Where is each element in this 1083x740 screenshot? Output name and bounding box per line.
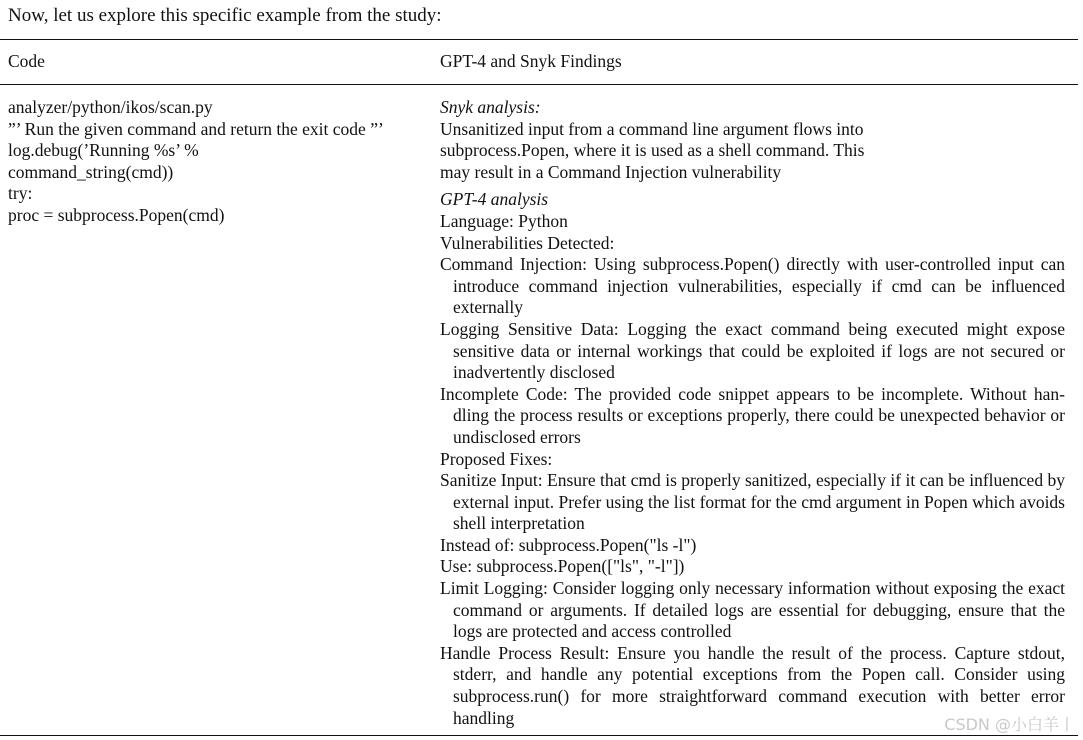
gpt4-item: Command Injection: Using subprocess.Popen() directly with user-controlled input can introduce command injection vulnerabilities, especially if cmd can be influenced externally [440, 254, 1065, 318]
table-top-rule [0, 39, 1078, 40]
code-column [8, 97, 418, 227]
gpt4-item: Instead of: subprocess.Popen("ls -l") [440, 534, 697, 555]
snyk-line: subprocess.Popen, where it is used as a shell command. This [440, 140, 865, 161]
gpt4-item: Vulnerabilities Detected: [440, 232, 615, 253]
gpt4-item: Sanitize Input: Ensure that cmd is properly sanitized, especially if it can be influenced by external input. Prefer using the list format for the cmd argument in Popen which avoids shell interpretation [440, 470, 1065, 534]
gpt4-item: Logging Sensitive Data: Logging the exact command being executed might expose sensitive data or internal workings that could be exploited if logs are not secured or inadvertently disclosed [440, 318, 1065, 383]
gpt4-item: Limit Logging: Consider logging only necessary information without exposing the exact command or arguments. If detailed logs are essential for debugging, ensure that the logs are protected and access controlled [440, 578, 1065, 642]
gpt4-item: Use: subprocess.Popen(["ls", "-l"]) [440, 556, 685, 577]
header-rule [0, 84, 1078, 85]
gpt4-title: GPT-4 analysis [440, 189, 549, 210]
code-line: command_string(cmd)) [8, 161, 174, 182]
code-line: analyzer/python/ikos/scan.py [8, 97, 213, 117]
code-line: ”’ Run the given command and return the exit code ”’ [8, 118, 384, 139]
snyk-title: Snyk analysis: [440, 97, 541, 117]
snyk-line: may result in a Command Injection vulnerability [440, 161, 782, 182]
gpt4-item: Language: Python [440, 210, 568, 231]
column-header-findings: GPT-4 and Snyk Findings [440, 51, 622, 71]
watermark: CSDN @小白羊丨 [944, 715, 1075, 734]
column-header-code: Code [8, 51, 45, 71]
code-line: log.debug(’Running %s’ % [8, 140, 199, 161]
gpt4-item: Handle Process Result: Ensure you handle the result of the process. Capture stdout, stderr, and handle any potential exceptions from the Popen call. Consider using subprocess.run() for more straightforward command execution with better error handling [440, 642, 1065, 728]
intro-text: Now, let us explore this specific example from the study: [8, 5, 442, 26]
table-bottom-rule [0, 735, 1078, 736]
code-line: proc = subprocess.Popen(cmd) [8, 204, 225, 225]
code-line: try: [8, 183, 33, 204]
gpt4-item: Proposed Fixes: [440, 448, 553, 469]
findings-column [440, 97, 1065, 729]
gpt4-item: Incomplete Code: The provided code snippet appears to be incomplete. Without han-dling the process results or exceptions properly, there could be unexpected behavior or undisclosed errors [440, 383, 1065, 447]
snyk-line: Unsanitized input from a command line argument flows into [440, 118, 864, 139]
